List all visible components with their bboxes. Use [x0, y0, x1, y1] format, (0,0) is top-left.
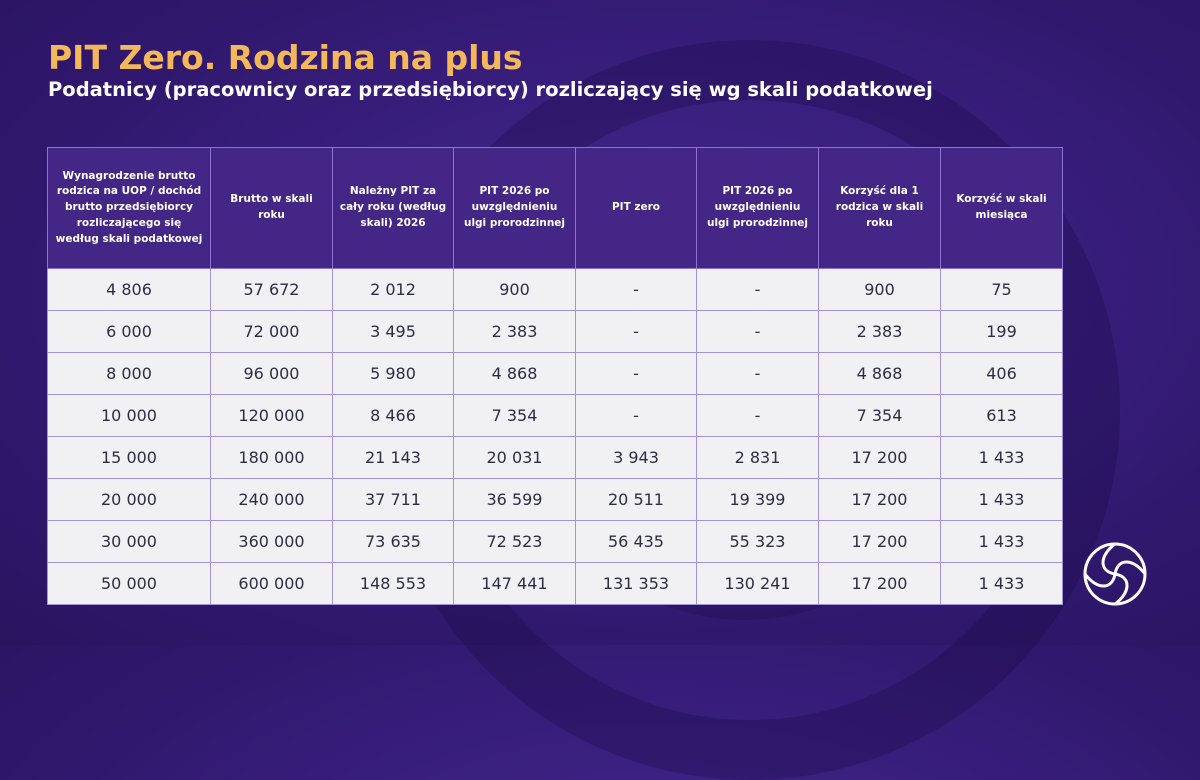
table-cell: 5 980 — [333, 353, 454, 395]
table-cell: 6 000 — [48, 311, 211, 353]
table-cell: 600 000 — [211, 563, 333, 605]
table-cell: 15 000 — [48, 437, 211, 479]
table-cell: 56 435 — [576, 521, 697, 563]
table-cell: 2 383 — [454, 311, 576, 353]
table-cell: 73 635 — [333, 521, 454, 563]
table-row — [48, 395, 1063, 437]
table-cell: 17 200 — [819, 479, 941, 521]
table-cell: 20 000 — [48, 479, 211, 521]
header-cell: PIT zero — [576, 148, 697, 269]
table-cell: 8 000 — [48, 353, 211, 395]
header-cell: Korzyść dla 1 rodzica w skali roku — [819, 148, 941, 269]
table-cell: 36 599 — [454, 479, 576, 521]
table-cell: - — [576, 353, 697, 395]
table-cell: 900 — [454, 269, 576, 311]
table-cell: - — [576, 269, 697, 311]
header-cell: PIT 2026 po uwzględnieniu ulgi prorodzinnej — [697, 148, 819, 269]
table-cell: 3 943 — [576, 437, 697, 479]
header-cell: Korzyść w skali miesiąca — [941, 148, 1063, 269]
table-cell: - — [697, 311, 819, 353]
table-cell: - — [576, 311, 697, 353]
table-cell: 4 868 — [454, 353, 576, 395]
tax-table — [47, 147, 1063, 605]
table-row — [48, 353, 1063, 395]
table-row — [48, 563, 1063, 605]
table-cell: 147 441 — [454, 563, 576, 605]
table-cell: 55 323 — [697, 521, 819, 563]
table-cell: - — [576, 395, 697, 437]
table-cell: 1 433 — [941, 479, 1063, 521]
table-cell: 199 — [941, 311, 1063, 353]
table-cell: 72 523 — [454, 521, 576, 563]
table-cell: 1 433 — [941, 437, 1063, 479]
table-cell: 4 806 — [48, 269, 211, 311]
table-cell: 7 354 — [454, 395, 576, 437]
table-cell: 1 433 — [941, 521, 1063, 563]
header-cell: Brutto w skali roku — [211, 148, 333, 269]
table-cell: 406 — [941, 353, 1063, 395]
table-row — [48, 479, 1063, 521]
table-cell: 19 399 — [697, 479, 819, 521]
header-cell: PIT 2026 po uwzględnieniu ulgi prorodzinnej — [454, 148, 576, 269]
table-row — [48, 311, 1063, 353]
table-row — [48, 437, 1063, 479]
table-cell: 37 711 — [333, 479, 454, 521]
table-cell: 2 383 — [819, 311, 941, 353]
table-cell: 613 — [941, 395, 1063, 437]
table-cell: 17 200 — [819, 437, 941, 479]
table-cell: 20 031 — [454, 437, 576, 479]
table-header-row — [48, 148, 1063, 269]
table-cell: 2 831 — [697, 437, 819, 479]
table-cell: 17 200 — [819, 521, 941, 563]
table-cell: 148 553 — [333, 563, 454, 605]
page-subtitle: Podatnicy (pracownicy oraz przedsiębiorcy) rozliczający się wg skali podatkowej — [48, 78, 933, 101]
table-cell: 7 354 — [819, 395, 941, 437]
table-cell: 8 466 — [333, 395, 454, 437]
table-row — [48, 269, 1063, 311]
table-cell: - — [697, 269, 819, 311]
table-cell: 1 433 — [941, 563, 1063, 605]
header-cell: Wynagrodzenie brutto rodzica na UOP / dochód brutto przedsiębiorcy rozliczającego się według skali podatkowej — [48, 148, 211, 269]
header-cell: Należny PIT za cały roku (według skali) 2026 — [333, 148, 454, 269]
page-title: PIT Zero. Rodzina na plus — [48, 38, 523, 77]
table-cell: 180 000 — [211, 437, 333, 479]
table-cell: 30 000 — [48, 521, 211, 563]
spiral-logo-icon — [1082, 541, 1148, 607]
table-cell: 4 868 — [819, 353, 941, 395]
table-cell: 57 672 — [211, 269, 333, 311]
table-body — [48, 269, 1063, 605]
table-cell: 50 000 — [48, 563, 211, 605]
table-cell: 120 000 — [211, 395, 333, 437]
table-cell: 3 495 — [333, 311, 454, 353]
table-cell: - — [697, 353, 819, 395]
table-cell: 240 000 — [211, 479, 333, 521]
table-cell: 2 012 — [333, 269, 454, 311]
table-cell: 131 353 — [576, 563, 697, 605]
table-cell: 96 000 — [211, 353, 333, 395]
table-cell: - — [697, 395, 819, 437]
table-cell: 130 241 — [697, 563, 819, 605]
table-cell: 360 000 — [211, 521, 333, 563]
table-cell: 17 200 — [819, 563, 941, 605]
table-cell: 75 — [941, 269, 1063, 311]
table-cell: 21 143 — [333, 437, 454, 479]
table-cell: 900 — [819, 269, 941, 311]
table-cell: 10 000 — [48, 395, 211, 437]
table-row — [48, 521, 1063, 563]
table-cell: 20 511 — [576, 479, 697, 521]
table-cell: 72 000 — [211, 311, 333, 353]
